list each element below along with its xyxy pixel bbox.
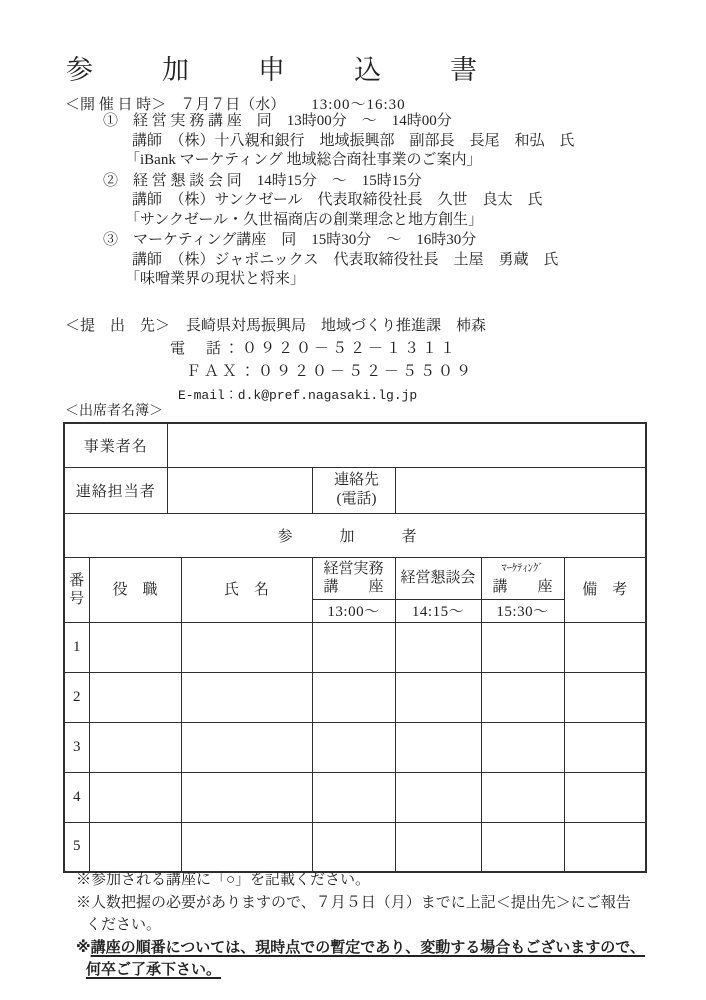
row-4-number: 4: [64, 772, 89, 822]
row-2-remarks: [564, 672, 646, 722]
row-5-session1: [312, 822, 395, 872]
page-title: 参 加 申 込 書: [66, 55, 498, 85]
business-name-label: 事業者名: [64, 423, 167, 467]
col-header-number-top: 番: [69, 572, 85, 589]
submission-email: E-mail：d.k@pref.nagasaki.lg.jp: [178, 388, 418, 403]
session-2: [103, 172, 575, 231]
event-datetime-line: [65, 93, 406, 114]
contact-phone-label: [312, 467, 395, 513]
row-3-session3: [481, 722, 564, 772]
row-5-session2: [395, 822, 481, 872]
row-1-remarks: [564, 622, 646, 672]
submission-block: [65, 315, 486, 407]
session-3: [103, 231, 575, 290]
contact-person-label: 連絡担当者: [64, 467, 167, 513]
row-1-session3: [481, 622, 564, 672]
col-header-session3-line2: 講 座: [492, 579, 553, 595]
row-1-position: [89, 622, 181, 672]
note-schedule-prefix: ※: [76, 938, 91, 956]
col-header-position: 役 職: [89, 557, 181, 622]
row-4-remarks: [564, 772, 646, 822]
session-3-lecturer: 講師 （株）ジャポニックス 代表取締役社長 土屋 勇蔵 氏: [132, 251, 559, 268]
row-2-session2: [395, 672, 481, 722]
submission-label: ＜提 出 先＞: [65, 318, 171, 334]
contact-phone-field: [395, 467, 646, 513]
table-row-3: [64, 722, 646, 772]
session-1-title: ① 経 営 実 務 講 座 同 13時00分 ～ 14時00分: [103, 113, 452, 129]
event-date: ７月７日（水）: [180, 97, 286, 113]
row-1-number: 1: [64, 622, 89, 672]
session-1: [103, 112, 575, 171]
row-5-remarks: [564, 822, 646, 872]
row-5-session3: [481, 822, 564, 872]
contact-person-field: [167, 467, 312, 513]
row-3-position: [89, 722, 181, 772]
row-2-number: 2: [64, 672, 89, 722]
session-1-lecturer: 講師 （株）十八親和銀行 地域振興部 副部長 長尾 和弘 氏: [132, 132, 575, 149]
contact-phone-label-line1: 連絡先: [334, 472, 380, 488]
contact-phone-label-line2: (電話): [336, 491, 377, 507]
note-deadline-line1: ※人数把握の必要がありますので、７月５日（月）までに上記＜提出先＞にご報告: [76, 894, 631, 911]
participants-section-label: 参 加 者: [64, 513, 646, 557]
row-4-session3: [481, 772, 564, 822]
participants-header-row: [64, 513, 646, 557]
col-header-session2: 経営懇談会: [395, 557, 481, 599]
note-schedule-line1: [76, 937, 651, 960]
session3-time: 15:30～: [481, 599, 564, 622]
row-2-position: [89, 672, 181, 722]
row-4-name: [181, 772, 312, 822]
session1-time: 13:00～: [312, 599, 395, 622]
col-header-session1: [312, 557, 395, 599]
event-time-range: 13:00～16:30: [311, 97, 406, 113]
row-3-session1: [312, 722, 395, 772]
note-deadline-line2: ください。: [86, 917, 162, 933]
note-circle-instruction: ※参加される講座に「○」を記載ください。: [76, 872, 371, 888]
row-3-number: 3: [64, 722, 89, 772]
submission-fax: ＦＡＸ：０９２０－５２－５５０９: [186, 364, 475, 380]
business-name-field: [167, 423, 646, 467]
col-header-number-bottom: 号: [69, 590, 85, 607]
col-header-remarks: 備 考: [564, 557, 646, 622]
column-header-row: [64, 557, 646, 599]
row-4-session2: [395, 772, 481, 822]
col-header-name: 氏 名: [181, 557, 312, 622]
row-1-name: [181, 622, 312, 672]
session-3-title: ③ マーケティング講座 同 15時30分 ～ 16時30分: [103, 232, 477, 248]
note-schedule-line2: 何卒ご了承下さい。: [86, 961, 222, 978]
row-4-session1: [312, 772, 395, 822]
col-header-session3-line1: ﾏｰｹﾃｨﾝｸﾞ: [501, 563, 544, 574]
row-1-session2: [395, 622, 481, 672]
session-2-topic: 「サンクゼール・久世福商店の創業理念と地方創生」: [125, 211, 484, 228]
note-schedule-text1: 講座の順番については、現時点での暫定であり、変動する場合もございますので、: [90, 938, 645, 956]
attendee-roster-table: [63, 422, 647, 873]
table-row-1: [64, 622, 646, 672]
row-5-name: [181, 822, 312, 872]
event-datetime-label: ＜開 催 日 時＞: [65, 97, 167, 113]
col-header-session3: [481, 557, 564, 599]
row-2-name: [181, 672, 312, 722]
row-5-position: [89, 822, 181, 872]
business-name-row: [64, 423, 646, 467]
row-1-session1: [312, 622, 395, 672]
footnotes: [76, 869, 651, 982]
row-3-name: [181, 722, 312, 772]
row-2-session3: [481, 672, 564, 722]
row-2-session1: [312, 672, 395, 722]
col-header-session1-line1: 経営実務: [323, 561, 384, 577]
session-2-lecturer: 講師 （株）サンクゼール 代表取締役社長 久世 良太 氏: [132, 192, 543, 208]
table-row-5: [64, 822, 646, 872]
session-1-topic: 「iBank マーケティング 地域総合商社事業のご案内」: [125, 152, 482, 168]
roster-section-label: ＜出席者名簿＞: [65, 404, 163, 419]
row-5-number: 5: [64, 822, 89, 872]
row-3-session2: [395, 722, 481, 772]
session2-time: 14:15～: [395, 599, 481, 622]
contact-person-row: [64, 467, 646, 513]
table-row-4: [64, 772, 646, 822]
row-3-remarks: [564, 722, 646, 772]
col-header-session1-line2: 講 座: [323, 579, 384, 595]
submission-phone: 電 話：０９２０－５２－１３１１: [170, 341, 459, 357]
session-3-topic: 「味噌業界の現状と将来」: [125, 271, 306, 287]
table-row-2: [64, 672, 646, 722]
row-4-position: [89, 772, 181, 822]
session-list: [103, 112, 575, 291]
col-header-number: [64, 557, 89, 622]
submission-office: 長崎県対馬振興局 地域づくり推進課 柿森: [186, 318, 487, 334]
session-2-title: ② 経 営 懇 談 会 同 14時15分 ～ 15時15分: [103, 172, 422, 189]
submission-line: [65, 315, 486, 338]
